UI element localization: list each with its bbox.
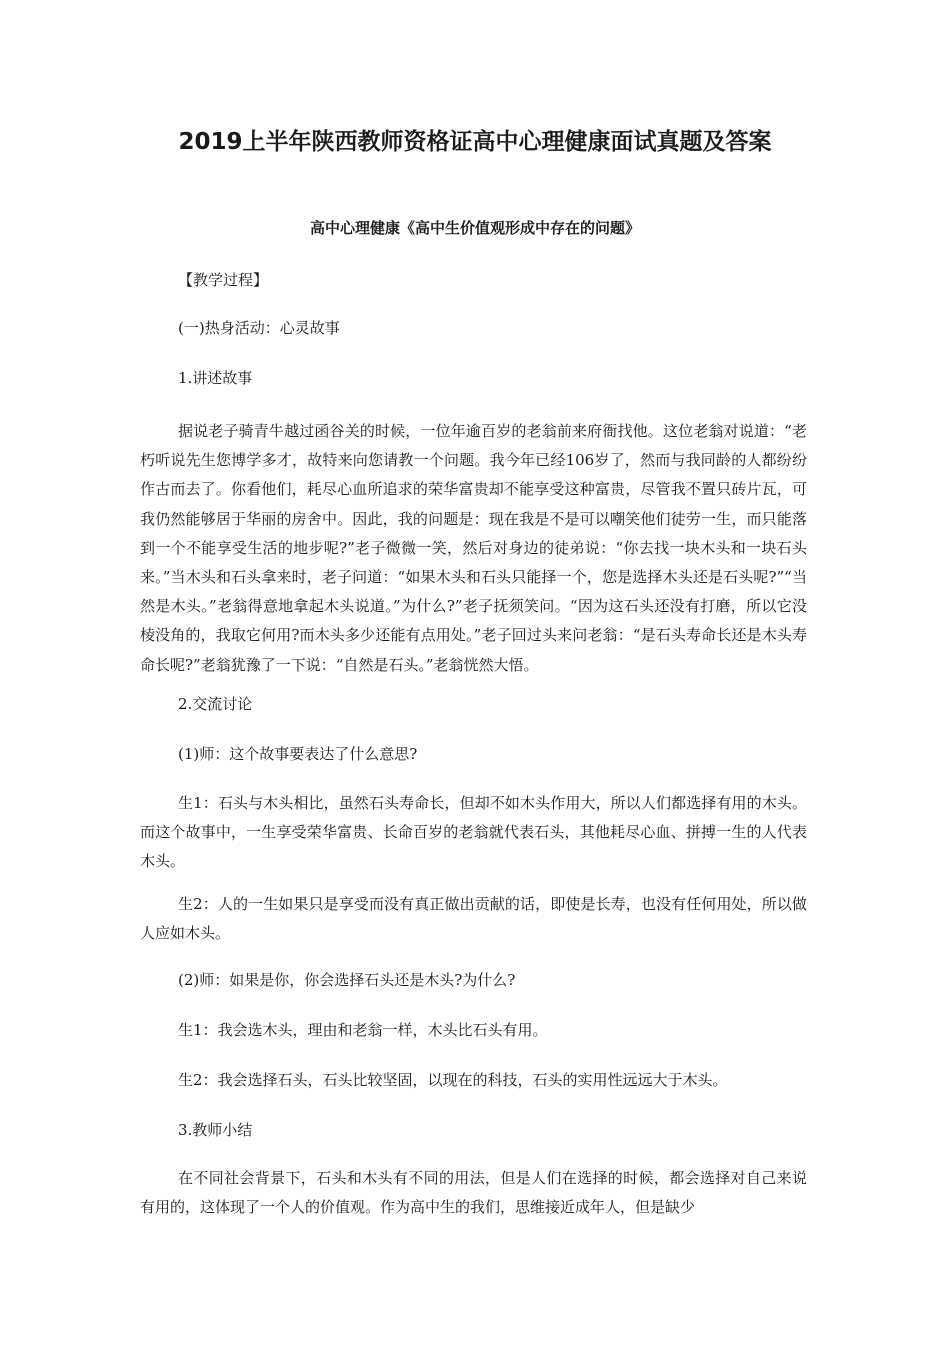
answer-2-1: 生1：我会选木头，理由和老翁一样，木头比石头有用。 — [178, 1021, 548, 1039]
answer-2-2: 生2：我会选择石头，石头比较坚固，以现在的科技，石头的实用性远远大于木头。 — [178, 1071, 728, 1089]
warmup-heading: (一)热身活动：心灵故事 — [178, 319, 340, 337]
step3-heading: 3.教师小结 — [178, 1121, 253, 1139]
answer-1-1: 生1：石头与木头相比，虽然石头寿命长，但却不如木头作用大，所以人们都选择有用的木头。而这个故事中，一生享受荣华富贵、长命百岁的老翁就代表石头，其他耗尽心血、拼搏一生的人代表木头。 — [140, 794, 807, 871]
section-heading: 【教学过程】 — [178, 271, 269, 289]
document-title: 2019上半年陕西教师资格证高中心理健康面试真题及答案 — [178, 129, 772, 155]
story-paragraph: 据说老子骑青牛越过函谷关的时候，一位年逾百岁的老翁前来府衙找他。这位老翁对说道：“老朽听说先生您博学多才，故特来向您请教一个问题。我今年已经106岁了，然而与我同龄的人都纷纷作古而去了。你看他们，耗尽心血所追求的荣华富贵却不能享受这种富贵，尽管我不置只砖片瓦，可我仍然能够居于华丽的房舍中。因此，我的问题是：现在我是不是可以嘲笑他们徒劳一生，而只能落到一个不能享受生活的地步呢?”老子微微一笑，然后对身边的徒弟说：“你去找一块木头和一块石头来。”当木头和石头拿来时，老子问道：“如果木头和石头只能择一个，您是选择木头还是石头呢?”“当然是木头。”老翁得意地拿起木头说道。”为什么?”老子抚须笑问。“因为这石头还没有打磨，所以它没棱没角的，我取它何用?而木头多少还能有点用处。”老子回过头来问老翁：“是石头寿命长还是木头寿命长呢?”老翁犹豫了一下说：“自然是石头。”老翁恍然大悟。 — [140, 422, 807, 674]
step1-heading: 1.讲述故事 — [178, 369, 253, 387]
summary-paragraph: 在不同社会背景下，石头和木头有不同的用法，但是人们在选择的时候，都会选择对自己来说有用的，这体现了一个人的价值观。作为高中生的我们，思维接近成年人，但是缺少 — [140, 1169, 807, 1217]
answer-1-2: 生2：人的一生如果只是享受而没有真正做出贡献的话，即使是长寿，也没有任何用处，所以做人应如木头。 — [140, 895, 807, 943]
lesson-subtitle: 高中心理健康《高中生价值观形成中存在的问题》 — [309, 219, 640, 237]
question-2: (2)师：如果是你，你会选择石头还是木头?为什么? — [178, 971, 516, 989]
question-1: (1)师：这个故事要表达了什么意思? — [178, 745, 418, 763]
step2-heading: 2.交流讨论 — [178, 695, 253, 713]
